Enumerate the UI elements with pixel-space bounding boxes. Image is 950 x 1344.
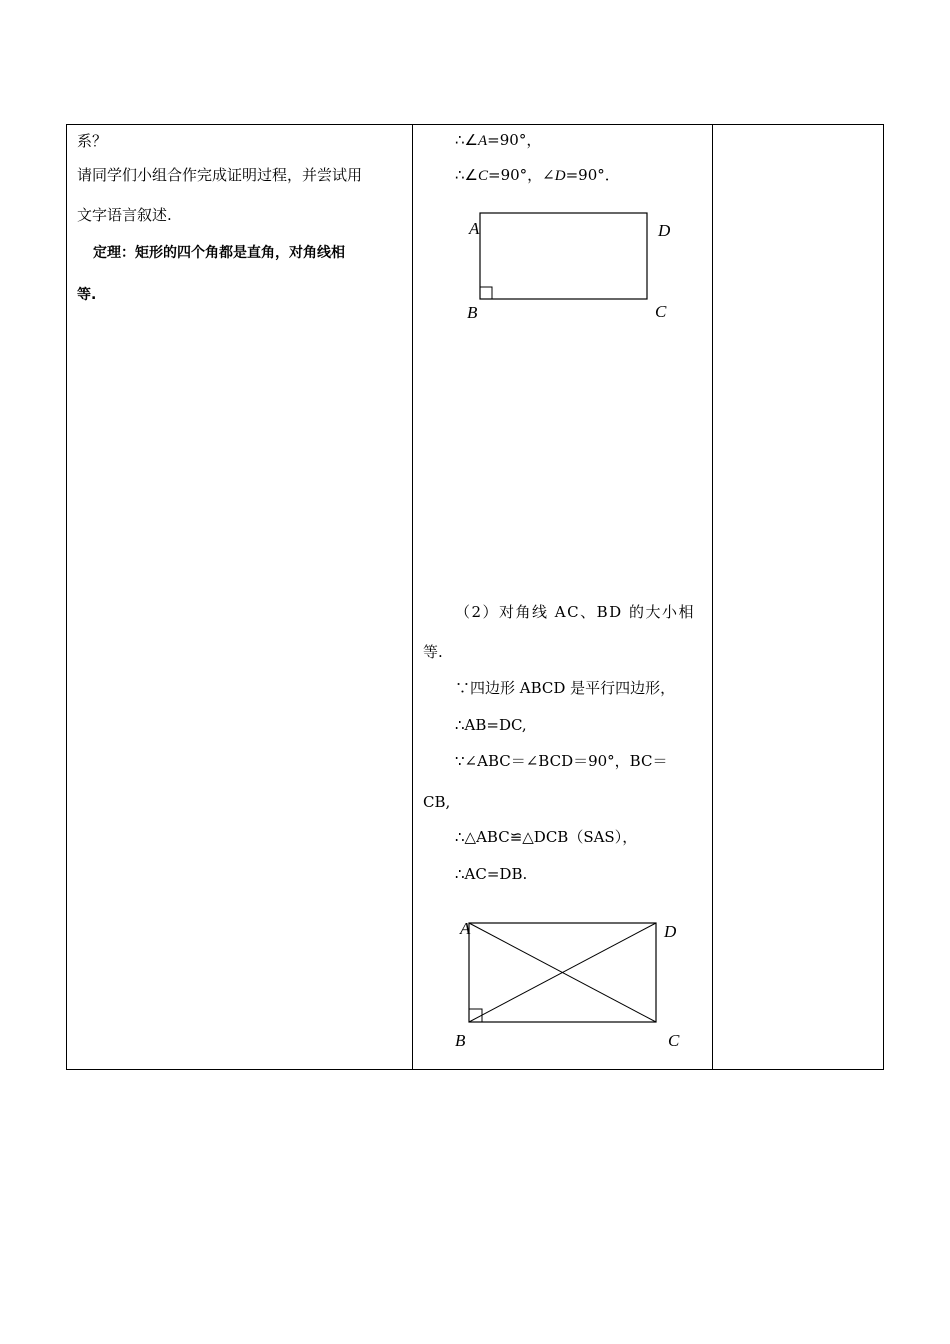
fig2-label-d: D — [664, 922, 677, 941]
fig2-label-b: B — [455, 1031, 466, 1050]
part2-line-1: （2）对角线 AC、BD 的大小相 — [455, 603, 695, 621]
left-line-2: 请同学们小组合作完成证明过程，并尝试用 — [77, 166, 363, 184]
proof-line-6: ∴AC=DB. — [455, 865, 528, 883]
theorem-line-2: 等. — [77, 287, 97, 303]
right-column — [713, 125, 883, 1069]
fig2-label-c: C — [668, 1031, 680, 1050]
right-angle-mark-2 — [469, 1009, 482, 1022]
proof-line-1: ∵四边形 ABCD 是平行四边形， — [455, 679, 676, 697]
middle-column — [413, 125, 712, 1069]
proof-step-1: ∴∠A=90°， — [455, 131, 542, 149]
left-line-3: 文字语言叙述. — [77, 206, 172, 224]
fig1-label-d: D — [658, 221, 671, 240]
lesson-table — [66, 124, 884, 1070]
left-line-1: 系？ — [77, 132, 108, 150]
fig1-label-c: C — [655, 302, 667, 321]
proof-line-4: CB, — [423, 793, 451, 811]
proof-line-5: ∴△ABC≌△DCB（SAS）， — [455, 828, 638, 846]
fig1-label-b: B — [467, 303, 478, 322]
fig1-label-a: A — [469, 219, 480, 238]
part2-line-2: 等. — [423, 643, 443, 661]
left-column — [67, 125, 412, 1069]
fig2-label-a: A — [460, 919, 471, 938]
proof-line-3: ∵∠ABC＝∠BCD＝90°，BC＝ — [455, 752, 668, 770]
proof-line-2: ∴AB=DC, — [455, 716, 527, 734]
theorem-line-1: 定理：矩形的四个角都是直角，对角线相 — [93, 245, 345, 261]
proof-step-2: ∴∠C=90°，∠D=90°． — [455, 166, 620, 184]
